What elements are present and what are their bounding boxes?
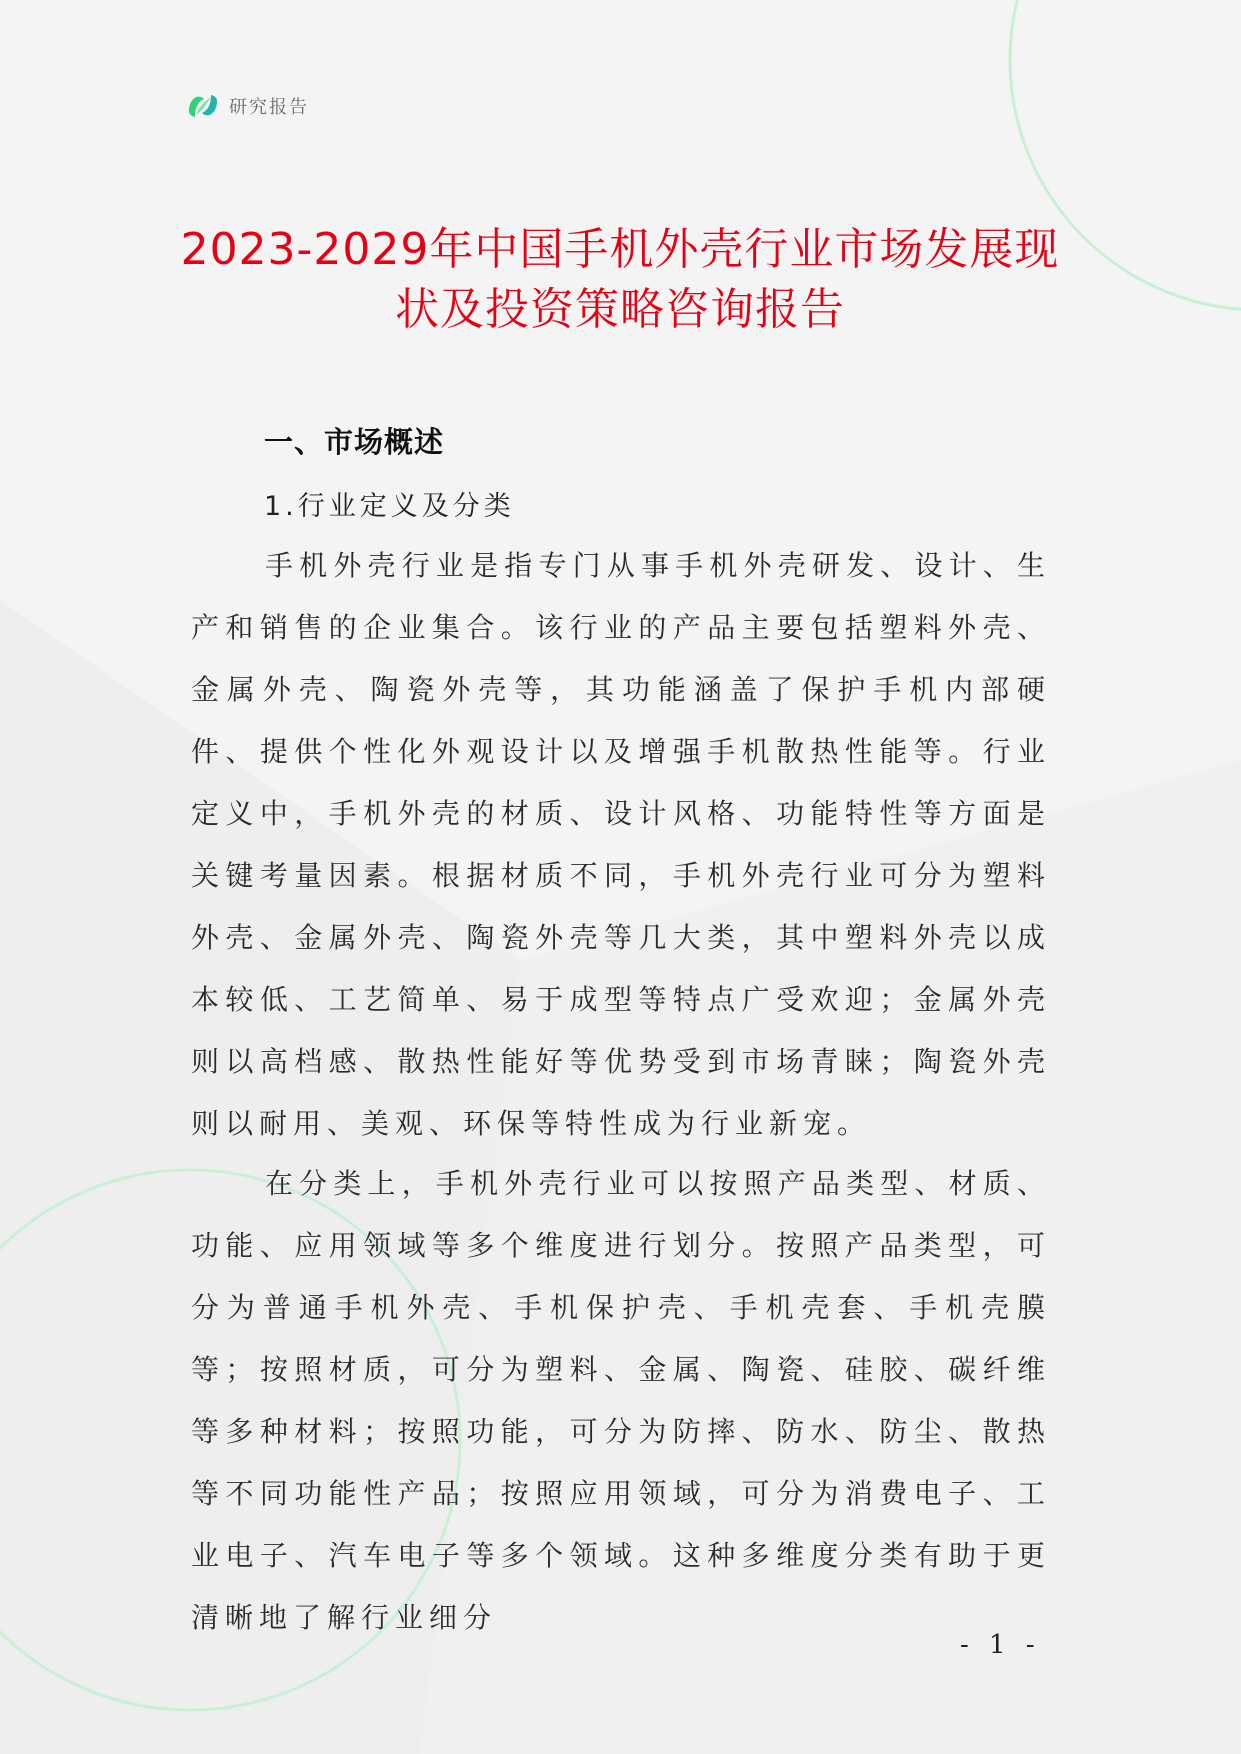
header-brand xyxy=(186,89,309,123)
leaf-logo-icon xyxy=(186,89,220,123)
body-paragraph-1: 手机外壳行业是指专门从事手机外壳研发、设计、生产和销售的企业集合。该行业的产品主要包括塑料外壳、金属外壳、陶瓷外壳等，其功能涵盖了保护手机内部硬件、提供个性化外观设计以及增强手机散热性能等。行业定义中，手机外壳的材质、设计风格、功能特性等方面是关键考量因素。根据材质不同，手机外壳行业可分为塑料外壳、金属外壳、陶瓷外壳等几大类，其中塑料外壳以成本较低、工艺简单、易于成型等特点广受欢迎；金属外壳则以高档感、散热性能好等优势受到市场青睐；陶瓷外壳则以耐用、美观、环保等特性成为行业新宠。 xyxy=(191,549,1051,1140)
title-line-1: 2023-2029年中国手机外壳行业市场发展现 xyxy=(180,224,1060,275)
body-paragraph-2: 在分类上，手机外壳行业可以按照产品类型、材质、功能、应用领域等多个维度进行划分。按照产品类型，可分为普通手机外壳、手机保护壳、手机壳套、手机壳膜等；按照材质，可分为塑料、金属、陶瓷、硅胶、碳纤维等多种材料；按照功能，可分为防摔、防水、防尘、散热等不同功能性产品；按照应用领域，可分为消费电子、工业电子、汽车电子等多个领域。这种多维度分类有助于更清晰地了解行业细分 xyxy=(191,1167,1051,1634)
section-heading: 一、市场概述 xyxy=(264,425,445,459)
title-line-2: 状及投资策略咨询报告 xyxy=(395,284,845,335)
brand-label: 研究报告 xyxy=(229,97,309,118)
subsection-heading: 1.行业定义及分类 xyxy=(264,491,515,522)
report-title xyxy=(160,220,1080,340)
page-number: - 1 - xyxy=(960,1630,1041,1660)
